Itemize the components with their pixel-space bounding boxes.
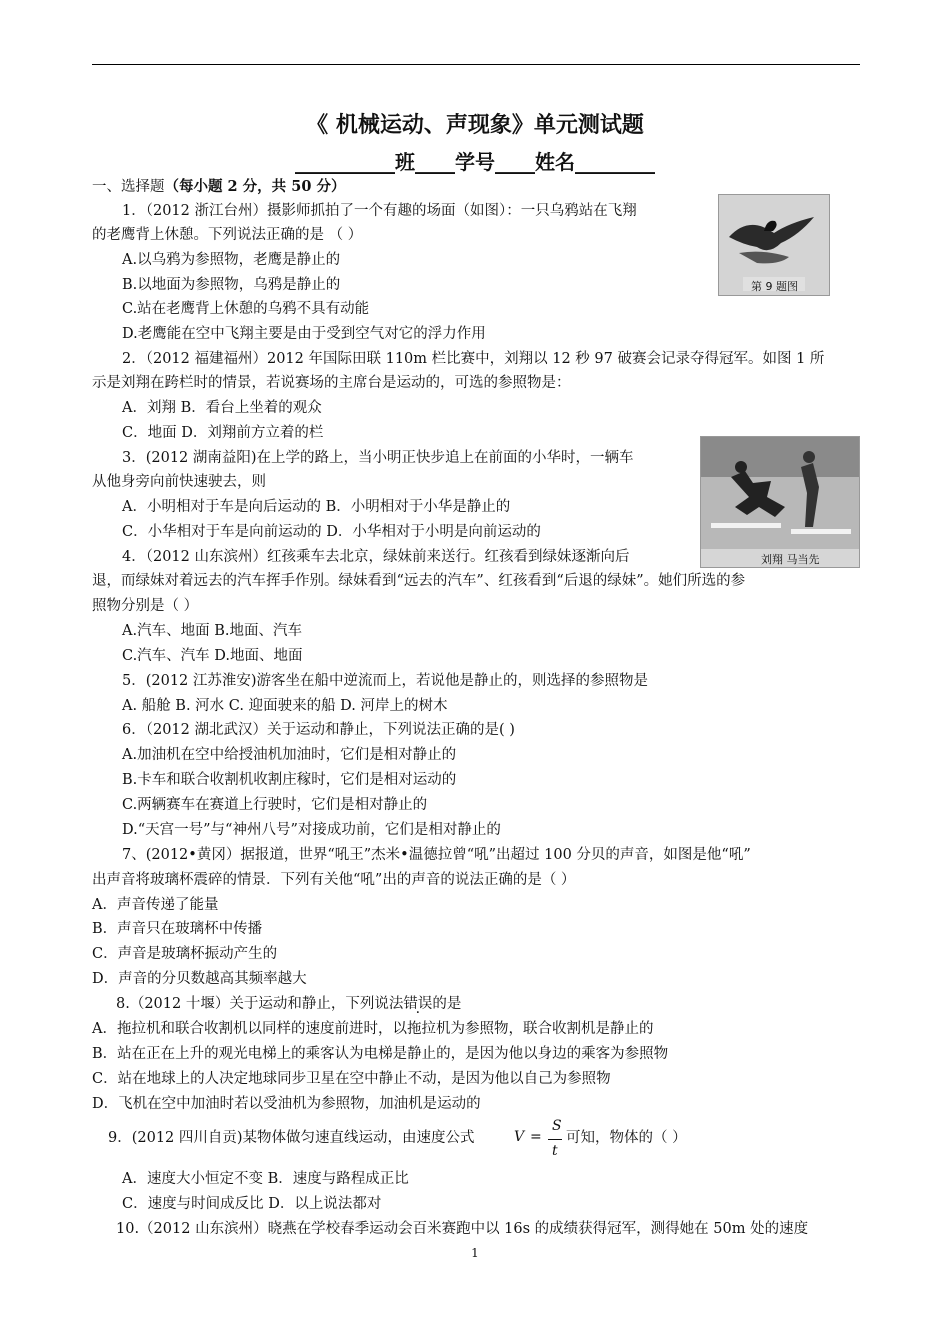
section-note: （每小题 2 分，共 50 分） — [164, 178, 346, 195]
q7-line1: 7、(2012•黄冈）据报道，世界“吼王”杰米•温德拉曾“吼”出超过 100 分贝的声音，如图是他“吼” — [122, 847, 751, 863]
q8-option-a: A．拖拉机和联合收割机以同样的速度前进时，以拖拉机为参照物，联合收割机是静止的 — [92, 1021, 654, 1037]
q8-line1 — [116, 995, 461, 1013]
student-info-line: __________班____学号____姓名________ — [295, 150, 655, 174]
q8-stem-start: 8.（2012 十堰）关于运动和静止，下列说法 — [116, 996, 404, 1012]
q2-line2: 示是刘翔在跨栏时的情景，若说赛场的主席台是运动的，可选的参照物是： — [92, 375, 571, 391]
q4-line1: 4．（2012 山东滨州）红孩乘车去北京，绿妹前来送行。红孩看到绿妹逐渐向后 — [122, 549, 630, 565]
q1-option-a: A.以乌鸦为参照物，老鹰是静止的 — [122, 252, 341, 268]
q2-option-cd: C．地面 D．刘翔前方立着的栏 — [122, 425, 324, 441]
q4-option-ab: A.汽车、地面 B.地面、汽车 — [122, 623, 302, 639]
formula-numerator: S — [552, 1118, 562, 1134]
q3-line2: 从他身旁向前快速驶去，则 — [92, 474, 266, 490]
q6-option-d: D.“天宫一号”与“神州八号”对接成功前，它们是相对静止的 — [122, 822, 501, 838]
q7-line2: 出声音将玻璃杯震碎的情景．下列有关他“吼”出的声音的说法正确的是（ ） — [92, 872, 576, 888]
q3-line1: 3．(2012 湖南益阳)在上学的路上，当小明正快步追上在前面的小华时，一辆车 — [122, 450, 634, 466]
q6-option-a: A.加油机在空中给授油机加油时，它们是相对静止的 — [122, 747, 457, 763]
q8-option-b: B．站在正在上升的观光电梯上的乘客认为电梯是静止的，是因为他以身边的乘客为参照物 — [92, 1046, 669, 1062]
formula-denominator: t — [552, 1143, 558, 1159]
q9-stem-end: 可知，物体的（ ） — [566, 1130, 687, 1146]
figure2-caption: 刘翔 马当先 — [761, 553, 820, 566]
q7-option-d: D．声音的分贝数越高其频率越大 — [92, 971, 307, 987]
top-rule — [92, 64, 860, 65]
formula-fraction-bar — [548, 1139, 562, 1140]
figure-crow-eagle — [718, 194, 830, 296]
q4-line3: 照物分别是（ ） — [92, 598, 199, 614]
q9-option-cd: C．速度与时间成反比 D．以上说法都对 — [122, 1196, 382, 1212]
q1-option-b: B.以地面为参照物，乌鸦是静止的 — [122, 277, 341, 293]
q1-option-d: D.老鹰能在空中飞翔主要是由于受到空气对它的浮力作用 — [122, 326, 486, 342]
figure-hurdle-race — [700, 436, 860, 568]
q1-line1: 1．（2012 浙江台州）摄影师抓拍了一个有趣的场面（如图）：一只乌鸦站在飞翔 — [122, 203, 637, 219]
page-number: 1 — [471, 1246, 479, 1260]
section-heading — [92, 178, 345, 196]
q1-option-c: C.站在老鹰背上休憩的乌鸦不具有动能 — [122, 301, 370, 317]
q10-line1: 10.（2012 山东滨州）晓燕在学校春季运动会百米赛跑中以 16s 的成绩获得冠军，测得她在 50m 处的速度 — [116, 1221, 809, 1237]
q8-emphasis: 错误 — [403, 996, 433, 1012]
q5-line1: 5．(2012 江苏淮安)游客坐在船中逆流而上，若说他是静止的，则选择的参照物是 — [122, 673, 649, 689]
q9-stem: 9．(2012 四川自贡)某物体做匀速直线运动，由速度公式 — [108, 1130, 475, 1146]
q7-option-b: B．声音只在玻璃杯中传播 — [92, 921, 263, 937]
q1-line2: 的老鹰背上休憩。下列说法正确的是 （ ） — [92, 227, 363, 243]
q8-stem-end: 的是 — [432, 996, 462, 1012]
q7-option-a: A．声音传递了能量 — [92, 897, 219, 913]
formula-eq: = — [530, 1129, 542, 1145]
q7-option-c: C．声音是玻璃杯振动产生的 — [92, 946, 278, 962]
q8-option-d: D．飞机在空中加油时若以受油机为参照物，加油机是运动的 — [92, 1096, 481, 1112]
figure1-caption: 第 9 题图 — [751, 280, 798, 293]
q6-option-b: B.卡车和联合收割机收割庄稼时，它们是相对运动的 — [122, 772, 457, 788]
q3-option-cd: C．小华相对于车是向前运动的 D．小华相对于小明是向前运动的 — [122, 524, 541, 540]
q4-line2: 退，而绿妹对着远去的汽车挥手作别。绿妹看到“远去的汽车”、红孩看到“后退的绿妹”。她们所选的参 — [92, 573, 746, 589]
q2-option-ab: A．刘翔 B．看台上坐着的观众 — [122, 400, 322, 416]
q9-option-ab: A．速度大小恒定不变 B．速度与路程成正比 — [122, 1171, 409, 1187]
q8-option-c: C．站在地球上的人决定地球同步卫星在空中静止不动，是因为他以自己为参照物 — [92, 1071, 611, 1087]
q6-option-c: C.两辆赛车在赛道上行驶时，它们是相对静止的 — [122, 797, 428, 813]
q5-options: A. 船舱 B. 河水 C. 迎面驶来的船 D. 河岸上的树木 — [122, 698, 448, 714]
q2-line1: 2．（2012 福建福州）2012 年国际田联 110m 栏比赛中，刘翔以 12 秒 97 破赛会记录夺得冠军。如图 1 所 — [122, 351, 825, 367]
q3-option-ab: A．小明相对于车是向后运动的 B．小明相对于小华是静止的 — [122, 499, 511, 515]
q4-option-cd: C.汽车、汽车 D.地面、地面 — [122, 648, 303, 664]
formula-lhs: V — [514, 1129, 525, 1145]
q6-line1: 6．（2012 湖北武汉）关于运动和静止，下列说法正确的是( ) — [122, 722, 515, 738]
hurdler-image — [701, 437, 859, 567]
section-label: 一、选择题 — [92, 179, 165, 195]
page-title: 《 机械运动、声现象》单元测试题 — [306, 113, 644, 138]
